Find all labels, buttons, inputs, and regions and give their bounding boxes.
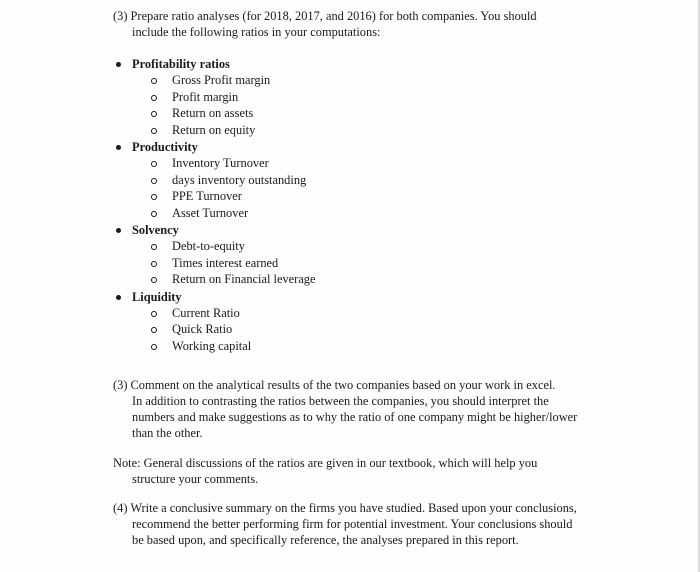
ratio-item: Current Ratio [172,306,240,320]
bullet-icon [116,228,121,233]
bullet-icon [116,295,121,300]
comment-line-1: (3) Comment on the analytical results of the two companies based on your work in excel. [113,378,556,392]
intro-line-1: (3) Prepare ratio analyses (for 2018, 2017, and 2016) for both companies. You should [113,9,537,23]
ratio-item: Times interest earned [172,256,279,270]
circle-bullet-icon [151,344,157,350]
bullet-icon [116,62,121,67]
category-profitability-title: Profitability ratios [132,57,230,71]
ratio-item: Working capital [172,339,252,353]
circle-bullet-icon [151,211,157,217]
circle-bullet-icon [151,178,157,184]
category-liquidity-title: Liquidity [132,290,182,304]
circle-bullet-icon [151,95,157,101]
ratio-item: days inventory outstanding [172,173,307,187]
circle-bullet-icon [151,311,157,317]
comment-line-2: In addition to contrasting the ratios between the companies, you should interpret the [132,394,549,408]
category-solvency-title: Solvency [132,223,179,237]
summary-line-1: (4) Write a conclusive summary on the firms you have studied. Based upon your conclusions, [113,501,577,515]
ratio-item: Quick Ratio [172,322,233,336]
ratio-item: Inventory Turnover [172,156,269,170]
ratio-item: PPE Turnover [172,189,242,203]
summary-line-3: be based upon, and specifically reference, the analyses prepared in this report. [132,533,519,547]
circle-bullet-icon [151,327,157,333]
note-line-2: structure your comments. [132,472,259,486]
ratio-item: Return on assets [172,106,254,120]
circle-bullet-icon [151,111,157,117]
summary-line-2: recommend the better performing firm for potential investment. Your conclusions should [132,517,573,531]
ratio-item: Return on equity [172,123,256,137]
circle-bullet-icon [151,128,157,134]
comment-line-4: than the other. [132,426,203,440]
ratio-item: Return on Financial leverage [172,272,316,286]
note-line-1: Note: General discussions of the ratios are given in our textbook, which will help you [113,456,538,470]
category-productivity-title: Productivity [132,140,198,154]
circle-bullet-icon [151,261,157,267]
ratio-item: Debt-to-equity [172,239,245,253]
circle-bullet-icon [151,78,157,84]
bullet-icon [116,145,121,150]
circle-bullet-icon [151,277,157,283]
circle-bullet-icon [151,194,157,200]
intro-line-2: include the following ratios in your computations: [132,25,381,39]
ratio-item: Gross Profit margin [172,73,271,87]
comment-line-3: numbers and make suggestions as to why the ratio of one company might be higher/lower [132,410,578,424]
ratio-item: Profit margin [172,90,239,104]
ratio-item: Asset Turnover [172,206,249,220]
circle-bullet-icon [151,161,157,167]
circle-bullet-icon [151,244,157,250]
